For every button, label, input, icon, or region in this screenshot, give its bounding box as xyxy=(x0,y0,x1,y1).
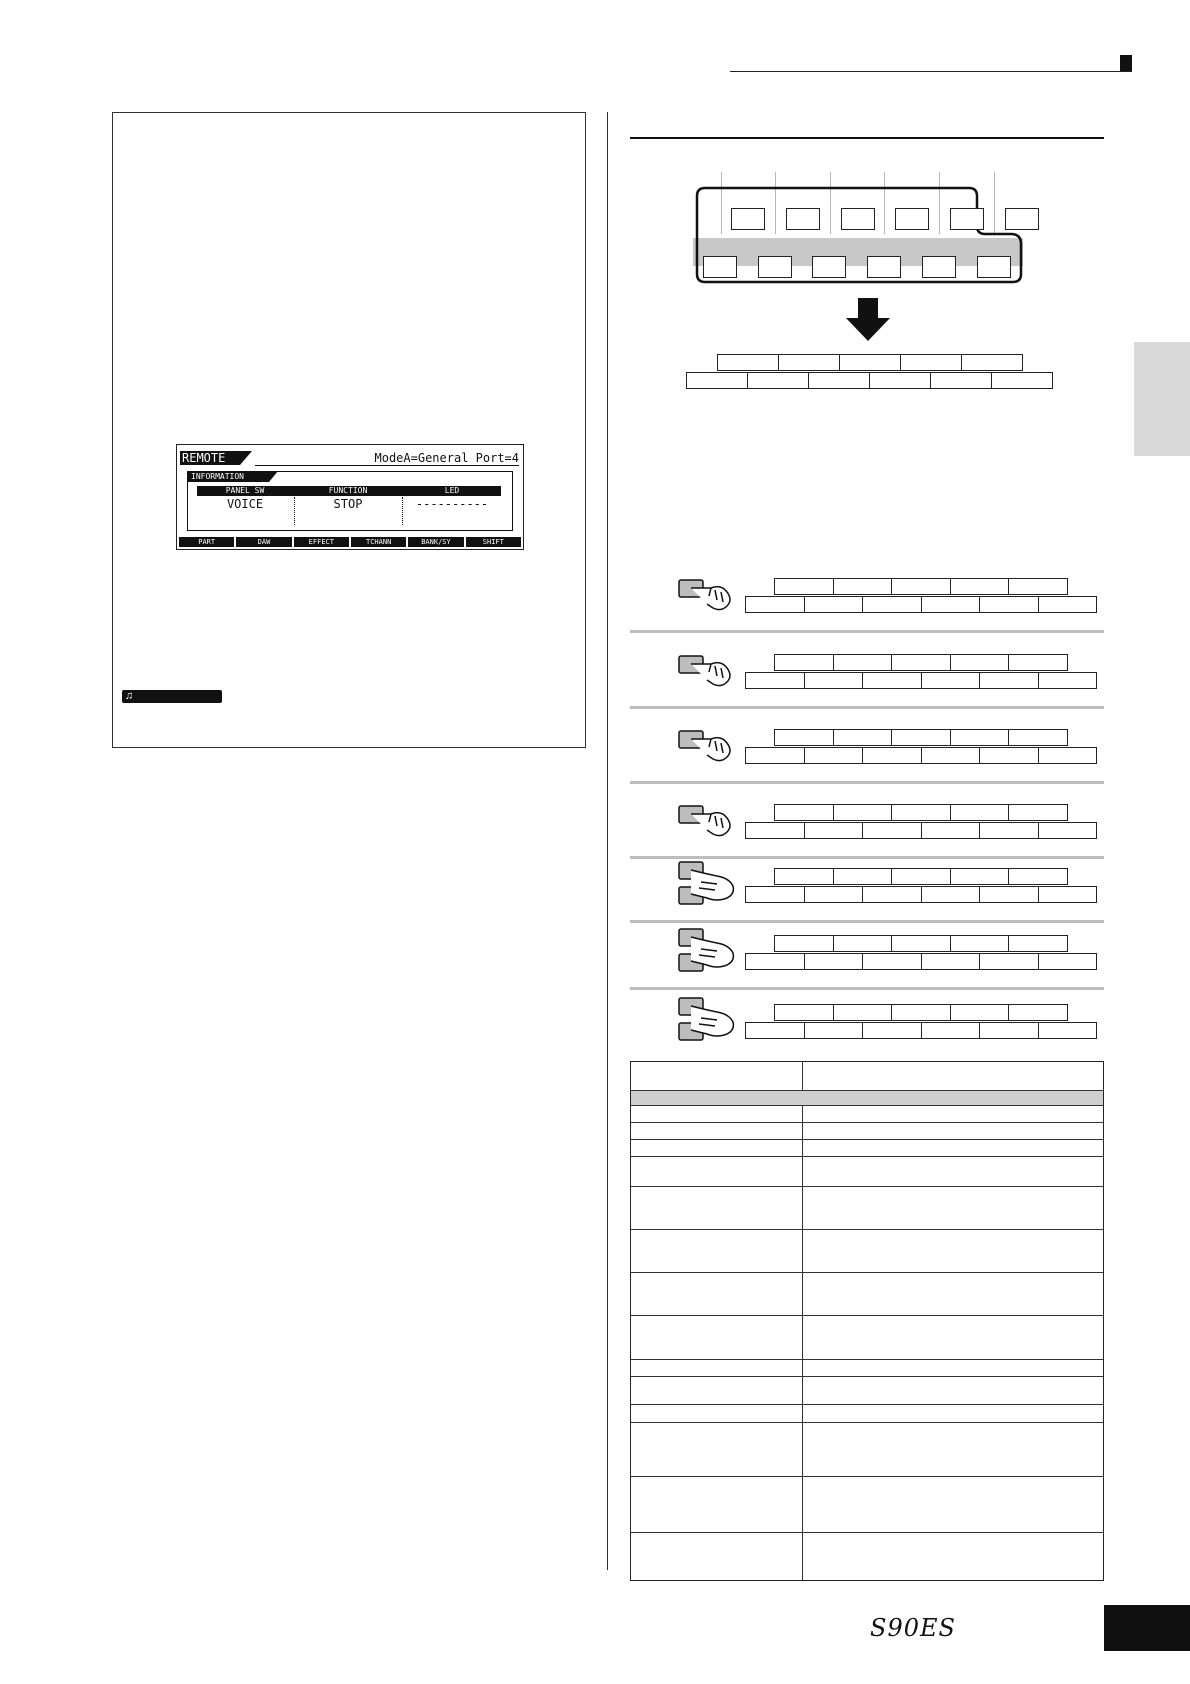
hand-press-icon xyxy=(677,646,739,696)
function-cell xyxy=(808,372,870,389)
function-cell xyxy=(891,654,951,671)
hand-press-icon xyxy=(677,860,739,910)
function-cell xyxy=(921,822,981,839)
function-cell xyxy=(833,578,893,595)
function-cell xyxy=(950,804,1010,821)
function-cell xyxy=(804,886,864,903)
function-cell xyxy=(1008,654,1068,671)
function-cell xyxy=(862,886,922,903)
function-cell xyxy=(891,868,951,885)
lcd-info-label: INFORMATION xyxy=(188,471,269,482)
table-row-line xyxy=(631,1090,1103,1091)
function-cell xyxy=(1038,596,1098,613)
function-cell xyxy=(1008,935,1068,952)
function-cell xyxy=(774,868,834,885)
function-cell xyxy=(979,747,1039,764)
function-cell xyxy=(804,747,864,764)
function-cell xyxy=(745,953,805,970)
function-cell xyxy=(979,672,1039,689)
lcd-val-panel-sw: VOICE xyxy=(226,497,264,511)
function-cell xyxy=(833,868,893,885)
row-separator xyxy=(630,856,1104,859)
lcd-fkey: DAW xyxy=(236,537,291,547)
function-cell xyxy=(991,372,1053,389)
table-row-line xyxy=(631,1186,1103,1187)
table-row-line xyxy=(631,1122,1103,1123)
function-table xyxy=(630,1061,1104,1581)
function-cell xyxy=(950,1004,1010,1021)
function-cell xyxy=(804,1022,864,1039)
function-cell xyxy=(1038,953,1098,970)
row-separator xyxy=(630,706,1104,709)
lcd-col-panel-sw: PANEL SW xyxy=(225,486,265,495)
function-cell xyxy=(745,596,805,613)
lcd-val-led: ---------- xyxy=(415,497,489,511)
function-cell xyxy=(804,672,864,689)
function-cell xyxy=(745,886,805,903)
hand-press-icon xyxy=(677,570,739,620)
function-cell xyxy=(833,804,893,821)
lcd-col-function: FUNCTION xyxy=(328,486,368,495)
lcd-mode-port: ModeA=General Port=4 xyxy=(374,451,519,465)
table-row-line xyxy=(631,1229,1103,1230)
function-cell xyxy=(950,935,1010,952)
row-separator xyxy=(630,920,1104,923)
function-cell xyxy=(979,953,1039,970)
function-cell xyxy=(686,372,748,389)
function-cell xyxy=(1008,868,1068,885)
row-separator xyxy=(630,630,1104,633)
function-cell xyxy=(891,935,951,952)
function-cell xyxy=(1038,672,1098,689)
function-cell xyxy=(833,654,893,671)
table-row-line xyxy=(631,1376,1103,1377)
function-cell xyxy=(930,372,992,389)
function-cell xyxy=(891,1004,951,1021)
lcd-col-led: LED xyxy=(444,486,460,495)
function-cell xyxy=(921,672,981,689)
function-cell xyxy=(774,804,834,821)
lcd-fkey: BANK/SY xyxy=(408,537,463,547)
row-separator xyxy=(630,987,1104,990)
function-cell xyxy=(1008,1004,1068,1021)
function-cell xyxy=(950,729,1010,746)
function-cell xyxy=(921,747,981,764)
function-cell xyxy=(745,822,805,839)
function-cell xyxy=(950,868,1010,885)
lcd-fkey: PART xyxy=(179,537,234,547)
function-cell xyxy=(774,935,834,952)
table-section-header xyxy=(631,1090,1103,1105)
function-cell xyxy=(950,654,1010,671)
function-cell xyxy=(1008,729,1068,746)
function-cell xyxy=(774,654,834,671)
function-cell xyxy=(921,596,981,613)
function-cell xyxy=(774,578,834,595)
table-row-line xyxy=(631,1315,1103,1316)
function-cell xyxy=(1008,804,1068,821)
table-row-line xyxy=(631,1105,1103,1106)
lcd-fkey: SHIFT xyxy=(466,537,521,547)
function-cell xyxy=(891,578,951,595)
hand-press-icon xyxy=(677,721,739,771)
function-cell xyxy=(869,372,931,389)
table-row-line xyxy=(631,1272,1103,1273)
function-cell xyxy=(921,886,981,903)
function-cell xyxy=(745,747,805,764)
function-cell xyxy=(891,804,951,821)
function-cell xyxy=(833,935,893,952)
function-cell xyxy=(862,747,922,764)
table-row-line xyxy=(631,1156,1103,1157)
function-cell xyxy=(1038,747,1098,764)
function-cell xyxy=(862,822,922,839)
function-cell xyxy=(1038,1022,1098,1039)
hand-press-icon xyxy=(677,796,739,846)
lcd-title: REMOTE xyxy=(180,451,240,465)
function-cell xyxy=(804,822,864,839)
hand-press-icon xyxy=(677,927,739,977)
function-cell xyxy=(900,354,962,371)
function-cell xyxy=(979,822,1039,839)
page-number-box xyxy=(1104,1605,1190,1651)
function-cell xyxy=(774,729,834,746)
function-cell xyxy=(961,354,1023,371)
function-cell xyxy=(1038,886,1098,903)
function-cell xyxy=(1038,822,1098,839)
function-cell xyxy=(839,354,901,371)
lcd-val-function: STOP xyxy=(333,497,363,511)
hand-press-icon xyxy=(677,996,739,1046)
lcd-fkey: TCHANN xyxy=(351,537,406,547)
function-cell xyxy=(747,372,809,389)
function-cell xyxy=(745,1022,805,1039)
function-cell xyxy=(862,953,922,970)
function-cell xyxy=(921,1022,981,1039)
function-cell xyxy=(921,953,981,970)
function-cell xyxy=(833,729,893,746)
function-cell xyxy=(774,1004,834,1021)
music-note-icon: ♫ xyxy=(124,690,134,702)
function-cell xyxy=(979,886,1039,903)
table-row-line xyxy=(631,1359,1103,1360)
table-row-line xyxy=(631,1139,1103,1140)
function-cell xyxy=(745,672,805,689)
function-cell xyxy=(833,1004,893,1021)
function-cell xyxy=(804,953,864,970)
product-logo: S90ES xyxy=(870,1614,956,1642)
table-row-line xyxy=(631,1532,1103,1533)
table-row-line xyxy=(631,1404,1103,1405)
function-cell xyxy=(862,1022,922,1039)
function-cell xyxy=(862,672,922,689)
row-separator xyxy=(630,781,1104,784)
function-cell xyxy=(950,578,1010,595)
function-cell xyxy=(862,596,922,613)
table-row-line xyxy=(631,1422,1103,1423)
table-row-line xyxy=(631,1476,1103,1477)
function-cell xyxy=(979,1022,1039,1039)
function-cell xyxy=(717,354,779,371)
function-cell xyxy=(891,729,951,746)
function-cell xyxy=(778,354,840,371)
lcd-fkey: EFFECT xyxy=(294,537,349,547)
function-cell xyxy=(979,596,1039,613)
function-cell xyxy=(804,596,864,613)
function-cell xyxy=(1008,578,1068,595)
